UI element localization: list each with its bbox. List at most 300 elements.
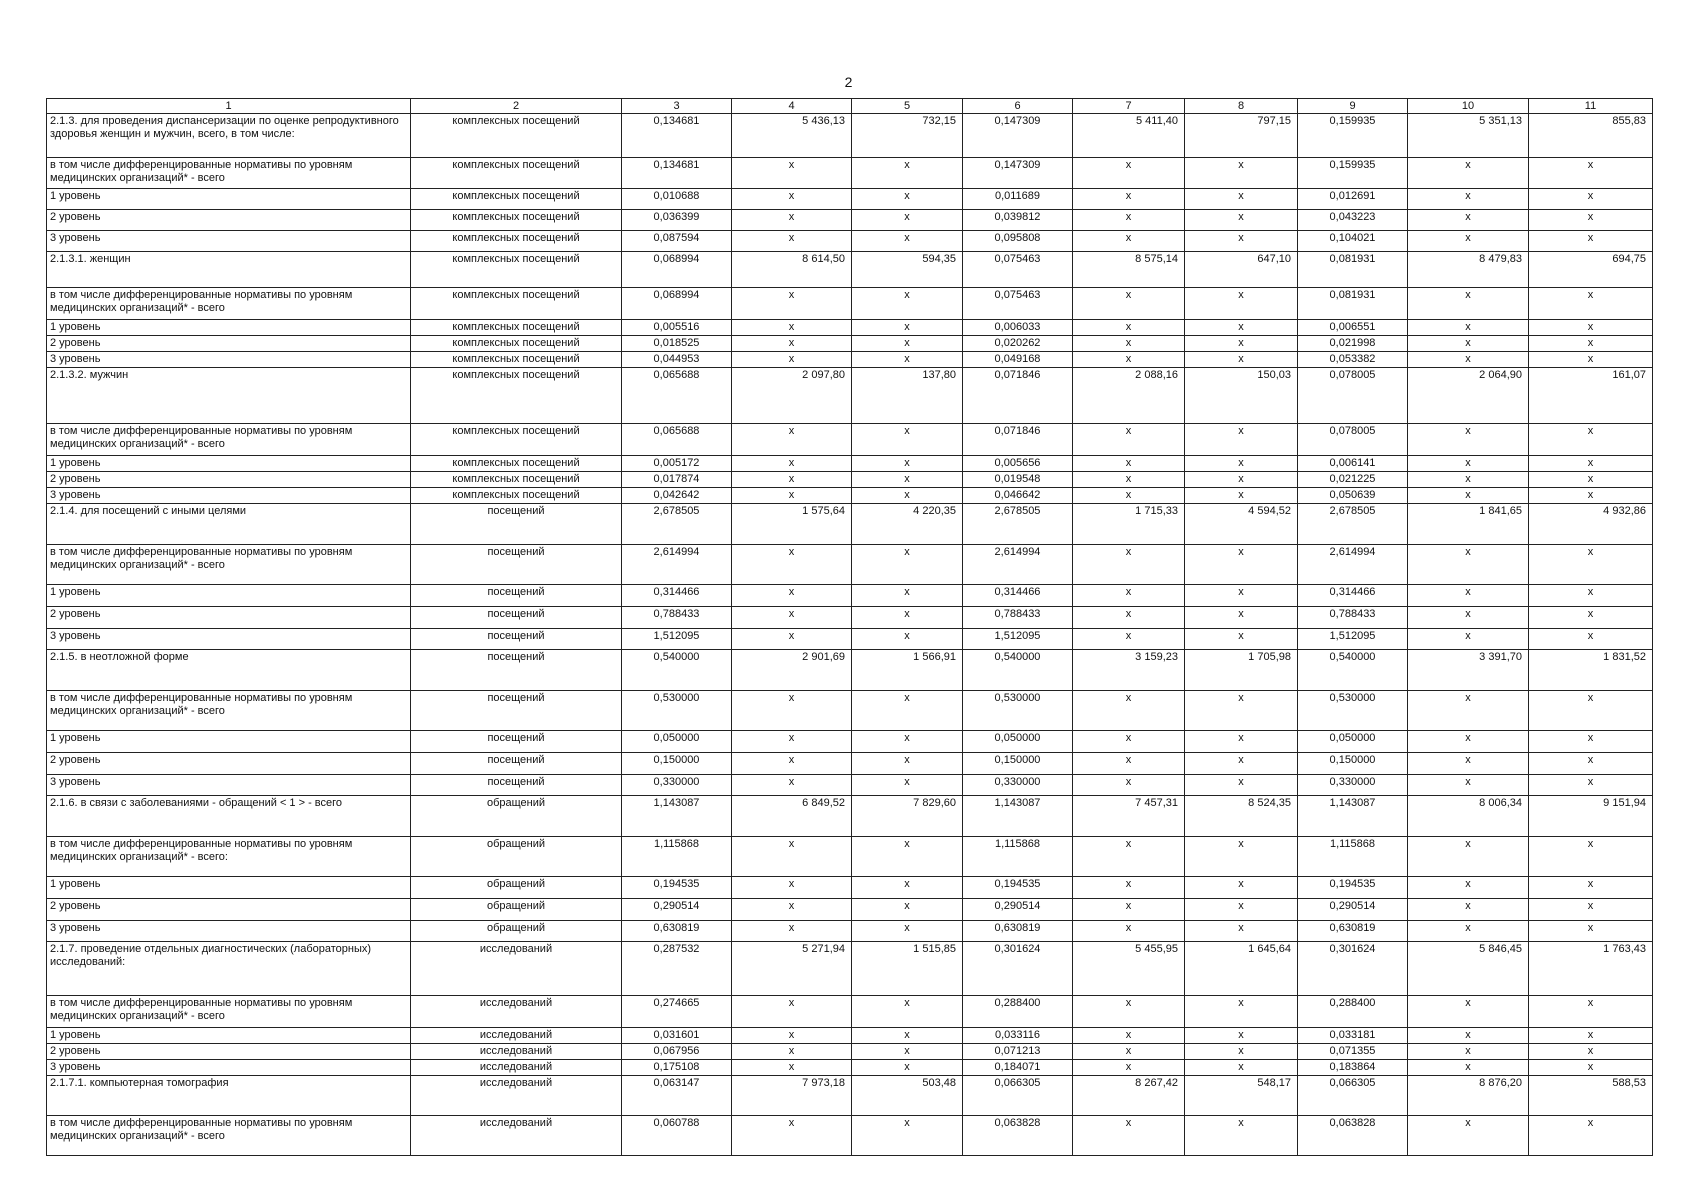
cell-norm-2027: 0,184071: [963, 1060, 1073, 1076]
cell-norm-2028: 0,050639: [1298, 488, 1408, 504]
cell-unit: комплексных посещений: [411, 336, 622, 352]
cell-cost-2026: х: [732, 1060, 852, 1076]
cell-norm-2027: 0,049168: [963, 352, 1073, 368]
cell-cost-2028: х: [1408, 472, 1529, 488]
cell-cost-2028: х: [1408, 837, 1529, 877]
column-header-8: 8: [1185, 99, 1298, 114]
cell-norm-2026: 0,010688: [622, 189, 732, 210]
cell-financing-2028: 694,75: [1529, 252, 1653, 288]
cell-norm-2028: 2,614994: [1298, 545, 1408, 585]
cell-norm-2026: 0,788433: [622, 607, 732, 629]
cell-norm-2026: 1,115868: [622, 837, 732, 877]
cell-unit: комплексных посещений: [411, 231, 622, 252]
cell-cost-2026: х: [732, 210, 852, 231]
cell-cost-2028: х: [1408, 921, 1529, 942]
cell-cost-2027: х: [1073, 921, 1185, 942]
cell-norm-2028: 0,012691: [1298, 189, 1408, 210]
cell-norm-2028: 0,159935: [1298, 158, 1408, 189]
cell-financing-2026: х: [852, 189, 963, 210]
table-row: [47, 210, 1653, 231]
cell-financing-2026: х: [852, 336, 963, 352]
cell-cost-2027: х: [1073, 320, 1185, 336]
cell-cost-2027: 3 159,23: [1073, 650, 1185, 691]
cell-indicator: 3 уровень: [47, 231, 411, 252]
column-header-1: 1: [47, 99, 411, 114]
cell-unit: посещений: [411, 607, 622, 629]
cell-indicator: 1 уровень: [47, 1028, 411, 1044]
cell-financing-2026: х: [852, 775, 963, 796]
cell-financing-2026: 137,80: [852, 368, 963, 424]
cell-norm-2028: 0,021998: [1298, 336, 1408, 352]
cell-unit: посещений: [411, 585, 622, 607]
cell-cost-2028: х: [1408, 545, 1529, 585]
table-row: [47, 336, 1653, 352]
cell-cost-2026: х: [732, 231, 852, 252]
cell-cost-2027: х: [1073, 158, 1185, 189]
cell-norm-2028: 0,033181: [1298, 1028, 1408, 1044]
cell-financing-2028: х: [1529, 1060, 1653, 1076]
cell-financing-2028: х: [1529, 1116, 1653, 1156]
cell-norm-2028: 0,081931: [1298, 252, 1408, 288]
cell-unit: комплексных посещений: [411, 189, 622, 210]
cell-cost-2027: х: [1073, 899, 1185, 921]
cell-financing-2026: 594,35: [852, 252, 963, 288]
cell-norm-2027: 0,039812: [963, 210, 1073, 231]
cell-norm-2026: 0,065688: [622, 424, 732, 456]
cell-norm-2028: 0,194535: [1298, 877, 1408, 899]
cell-cost-2026: х: [732, 488, 852, 504]
cell-cost-2027: х: [1073, 1044, 1185, 1060]
cell-cost-2027: х: [1073, 488, 1185, 504]
cell-financing-2026: 1 566,91: [852, 650, 963, 691]
cell-unit: исследований: [411, 1028, 622, 1044]
cell-financing-2027: х: [1185, 456, 1298, 472]
cell-norm-2027: 2,678505: [963, 504, 1073, 545]
cell-cost-2026: 7 973,18: [732, 1076, 852, 1116]
cell-cost-2026: х: [732, 320, 852, 336]
cell-norm-2026: 0,274665: [622, 996, 732, 1028]
cell-norm-2027: 0,075463: [963, 252, 1073, 288]
cell-cost-2026: 1 575,64: [732, 504, 852, 545]
cell-norm-2027: 0,290514: [963, 899, 1073, 921]
cell-cost-2026: х: [732, 189, 852, 210]
cell-cost-2026: х: [732, 288, 852, 320]
cell-cost-2027: 5 411,40: [1073, 114, 1185, 158]
cell-cost-2026: х: [732, 731, 852, 753]
cell-cost-2028: х: [1408, 1116, 1529, 1156]
cell-financing-2027: х: [1185, 231, 1298, 252]
cell-financing-2027: х: [1185, 629, 1298, 650]
table-row: [47, 114, 1653, 158]
cell-financing-2027: х: [1185, 607, 1298, 629]
table-row: [47, 368, 1653, 424]
cell-cost-2027: х: [1073, 1116, 1185, 1156]
cell-financing-2026: 732,15: [852, 114, 963, 158]
cell-unit: комплексных посещений: [411, 352, 622, 368]
cell-financing-2026: х: [852, 472, 963, 488]
cell-financing-2026: х: [852, 1060, 963, 1076]
cell-norm-2028: 0,314466: [1298, 585, 1408, 607]
table-row: [47, 629, 1653, 650]
cell-norm-2028: 0,071355: [1298, 1044, 1408, 1060]
table-row: [47, 753, 1653, 775]
cell-norm-2028: 0,159935: [1298, 114, 1408, 158]
cell-financing-2028: х: [1529, 691, 1653, 731]
cell-cost-2028: х: [1408, 585, 1529, 607]
cell-financing-2028: х: [1529, 210, 1653, 231]
cell-indicator: 3 уровень: [47, 921, 411, 942]
cell-cost-2028: 5 351,13: [1408, 114, 1529, 158]
cell-cost-2027: х: [1073, 607, 1185, 629]
cell-financing-2028: х: [1529, 424, 1653, 456]
cell-norm-2026: 2,678505: [622, 504, 732, 545]
cell-norm-2026: 0,287532: [622, 942, 732, 996]
cell-norm-2026: 0,540000: [622, 650, 732, 691]
cell-cost-2027: х: [1073, 837, 1185, 877]
cell-norm-2027: 0,630819: [963, 921, 1073, 942]
table-row: [47, 488, 1653, 504]
cell-cost-2027: 5 455,95: [1073, 942, 1185, 996]
cell-cost-2027: 8 575,14: [1073, 252, 1185, 288]
cell-indicator: 2 уровень: [47, 472, 411, 488]
table-row: [47, 1028, 1653, 1044]
cell-financing-2028: х: [1529, 585, 1653, 607]
cell-norm-2026: 0,175108: [622, 1060, 732, 1076]
page-number: 2: [844, 74, 853, 90]
cell-indicator: 2 уровень: [47, 1044, 411, 1060]
cell-norm-2028: 0,006141: [1298, 456, 1408, 472]
cell-financing-2027: х: [1185, 1044, 1298, 1060]
cell-financing-2028: х: [1529, 336, 1653, 352]
cell-norm-2028: 0,081931: [1298, 288, 1408, 320]
cell-norm-2028: 0,301624: [1298, 942, 1408, 996]
cell-financing-2028: 1 763,43: [1529, 942, 1653, 996]
cell-financing-2027: х: [1185, 731, 1298, 753]
cell-norm-2026: 0,031601: [622, 1028, 732, 1044]
cell-cost-2026: 5 436,13: [732, 114, 852, 158]
column-header-3: 3: [622, 99, 732, 114]
table-row: [47, 921, 1653, 942]
cell-financing-2028: х: [1529, 231, 1653, 252]
cell-norm-2027: 0,788433: [963, 607, 1073, 629]
cell-norm-2028: 1,512095: [1298, 629, 1408, 650]
column-header-10: 10: [1408, 99, 1529, 114]
cell-norm-2026: 0,134681: [622, 114, 732, 158]
cell-norm-2028: 0,078005: [1298, 368, 1408, 424]
cell-financing-2026: х: [852, 877, 963, 899]
cell-cost-2028: х: [1408, 210, 1529, 231]
cell-financing-2028: 588,53: [1529, 1076, 1653, 1116]
cell-norm-2026: 0,018525: [622, 336, 732, 352]
cell-financing-2026: х: [852, 753, 963, 775]
cell-financing-2028: х: [1529, 456, 1653, 472]
cell-financing-2028: х: [1529, 189, 1653, 210]
cell-unit: исследований: [411, 1116, 622, 1156]
cell-cost-2027: х: [1073, 456, 1185, 472]
cell-unit: комплексных посещений: [411, 320, 622, 336]
table-row: [47, 607, 1653, 629]
cell-indicator: 2 уровень: [47, 899, 411, 921]
cell-norm-2026: 0,060788: [622, 1116, 732, 1156]
cell-financing-2027: 8 524,35: [1185, 796, 1298, 837]
cell-financing-2026: 4 220,35: [852, 504, 963, 545]
cell-unit: исследований: [411, 942, 622, 996]
cell-cost-2027: х: [1073, 472, 1185, 488]
table-row: [47, 1116, 1653, 1156]
cell-indicator: 1 уровень: [47, 877, 411, 899]
cell-financing-2027: х: [1185, 899, 1298, 921]
cell-indicator: 2 уровень: [47, 753, 411, 775]
cell-cost-2028: 3 391,70: [1408, 650, 1529, 691]
cell-indicator: 2.1.6. в связи с заболеваниями - обращений < 1 > - всего: [47, 796, 411, 837]
cell-indicator: 1 уровень: [47, 320, 411, 336]
cell-cost-2026: х: [732, 456, 852, 472]
cell-financing-2028: х: [1529, 320, 1653, 336]
cell-financing-2028: 1 831,52: [1529, 650, 1653, 691]
cell-financing-2028: 855,83: [1529, 114, 1653, 158]
cell-financing-2026: х: [852, 1028, 963, 1044]
cell-cost-2027: х: [1073, 189, 1185, 210]
cell-unit: исследований: [411, 1060, 622, 1076]
cell-financing-2027: х: [1185, 320, 1298, 336]
cell-norm-2026: 0,042642: [622, 488, 732, 504]
cell-financing-2026: 1 515,85: [852, 942, 963, 996]
cell-cost-2027: х: [1073, 231, 1185, 252]
table-row: [47, 796, 1653, 837]
table-row: [47, 899, 1653, 921]
cell-norm-2028: 1,115868: [1298, 837, 1408, 877]
cell-cost-2028: х: [1408, 352, 1529, 368]
cell-financing-2028: х: [1529, 488, 1653, 504]
cell-norm-2028: 0,043223: [1298, 210, 1408, 231]
cell-indicator: 2.1.3. для проведения диспансеризации по оценке репродуктивного здоровья женщин и мужчин, всего, в том числе:: [47, 114, 411, 158]
cell-financing-2026: х: [852, 691, 963, 731]
cell-norm-2027: 0,194535: [963, 877, 1073, 899]
cell-cost-2027: 1 715,33: [1073, 504, 1185, 545]
cell-cost-2026: х: [732, 775, 852, 796]
cell-financing-2026: х: [852, 456, 963, 472]
cell-financing-2028: х: [1529, 607, 1653, 629]
cell-cost-2026: х: [732, 352, 852, 368]
cell-cost-2026: х: [732, 424, 852, 456]
cell-cost-2028: 1 841,65: [1408, 504, 1529, 545]
cell-cost-2027: 8 267,42: [1073, 1076, 1185, 1116]
cell-financing-2026: х: [852, 996, 963, 1028]
cell-norm-2026: 0,005172: [622, 456, 732, 472]
cell-norm-2026: 0,330000: [622, 775, 732, 796]
cell-indicator: 1 уровень: [47, 456, 411, 472]
cell-norm-2027: 0,330000: [963, 775, 1073, 796]
cell-financing-2027: х: [1185, 336, 1298, 352]
cell-financing-2027: х: [1185, 691, 1298, 731]
cell-financing-2026: х: [852, 1044, 963, 1060]
table-row: [47, 1060, 1653, 1076]
cell-cost-2026: х: [732, 336, 852, 352]
cell-cost-2028: х: [1408, 231, 1529, 252]
cell-financing-2027: х: [1185, 1060, 1298, 1076]
cell-financing-2027: х: [1185, 837, 1298, 877]
cell-norm-2026: 0,134681: [622, 158, 732, 189]
cell-cost-2027: х: [1073, 585, 1185, 607]
cell-financing-2026: х: [852, 288, 963, 320]
cell-norm-2026: 0,067956: [622, 1044, 732, 1060]
cell-financing-2028: х: [1529, 996, 1653, 1028]
cell-unit: комплексных посещений: [411, 210, 622, 231]
cell-cost-2026: х: [732, 1116, 852, 1156]
cell-cost-2026: х: [732, 996, 852, 1028]
cell-norm-2026: 0,530000: [622, 691, 732, 731]
cell-unit: комплексных посещений: [411, 158, 622, 189]
cell-indicator: 2.1.4. для посещений с иными целями: [47, 504, 411, 545]
cell-norm-2026: 0,630819: [622, 921, 732, 942]
cell-cost-2027: х: [1073, 210, 1185, 231]
cell-unit: комплексных посещений: [411, 456, 622, 472]
cell-financing-2027: х: [1185, 189, 1298, 210]
cell-cost-2026: х: [732, 585, 852, 607]
cell-unit: комплексных посещений: [411, 472, 622, 488]
cell-cost-2026: 2 097,80: [732, 368, 852, 424]
cell-norm-2026: 0,050000: [622, 731, 732, 753]
cell-financing-2028: х: [1529, 899, 1653, 921]
cell-norm-2027: 1,143087: [963, 796, 1073, 837]
cell-cost-2027: 7 457,31: [1073, 796, 1185, 837]
cell-financing-2026: х: [852, 629, 963, 650]
cell-norm-2028: 2,678505: [1298, 504, 1408, 545]
cell-unit: посещений: [411, 731, 622, 753]
cell-indicator: 2.1.3.1. женщин: [47, 252, 411, 288]
cell-unit: комплексных посещений: [411, 114, 622, 158]
cell-norm-2026: 1,512095: [622, 629, 732, 650]
cell-cost-2028: х: [1408, 607, 1529, 629]
cell-unit: исследований: [411, 996, 622, 1028]
cell-unit: комплексных посещений: [411, 288, 622, 320]
cell-cost-2026: х: [732, 691, 852, 731]
cell-cost-2027: х: [1073, 352, 1185, 368]
cell-cost-2027: х: [1073, 1028, 1185, 1044]
cell-cost-2026: х: [732, 472, 852, 488]
cell-unit: посещений: [411, 753, 622, 775]
cell-norm-2027: 0,147309: [963, 158, 1073, 189]
cell-unit: обращений: [411, 837, 622, 877]
cell-indicator: 2.1.5. в неотложной форме: [47, 650, 411, 691]
cell-financing-2027: х: [1185, 158, 1298, 189]
cell-financing-2026: х: [852, 158, 963, 189]
cell-financing-2026: х: [852, 921, 963, 942]
cell-norm-2027: 0,540000: [963, 650, 1073, 691]
table-row: [47, 424, 1653, 456]
cell-financing-2028: х: [1529, 545, 1653, 585]
table-row: [47, 158, 1653, 189]
cell-norm-2026: 0,017874: [622, 472, 732, 488]
cell-financing-2027: х: [1185, 424, 1298, 456]
cell-cost-2027: х: [1073, 731, 1185, 753]
cell-financing-2026: х: [852, 231, 963, 252]
column-header-9: 9: [1298, 99, 1408, 114]
cell-norm-2027: 0,050000: [963, 731, 1073, 753]
cell-unit: посещений: [411, 650, 622, 691]
cell-financing-2028: х: [1529, 288, 1653, 320]
cell-indicator: в том числе дифференцированные нормативы по уровням медицинских организаций* - всего: [47, 424, 411, 456]
cell-indicator: 3 уровень: [47, 1060, 411, 1076]
cell-unit: комплексных посещений: [411, 252, 622, 288]
cell-financing-2026: 503,48: [852, 1076, 963, 1116]
cell-financing-2027: х: [1185, 753, 1298, 775]
table-row: [47, 472, 1653, 488]
cell-financing-2028: х: [1529, 775, 1653, 796]
cell-financing-2028: 4 932,86: [1529, 504, 1653, 545]
cell-norm-2028: 0,066305: [1298, 1076, 1408, 1116]
table-row: [47, 288, 1653, 320]
cell-cost-2028: х: [1408, 336, 1529, 352]
table-row: [47, 1076, 1653, 1116]
cell-cost-2026: х: [732, 837, 852, 877]
cell-norm-2028: 0,288400: [1298, 996, 1408, 1028]
cell-financing-2028: х: [1529, 921, 1653, 942]
cell-cost-2026: х: [732, 1044, 852, 1060]
cell-cost-2027: х: [1073, 545, 1185, 585]
cell-cost-2026: х: [732, 899, 852, 921]
cell-norm-2027: 0,011689: [963, 189, 1073, 210]
cell-financing-2026: х: [852, 607, 963, 629]
cell-unit: посещений: [411, 545, 622, 585]
table-row: [47, 877, 1653, 899]
cell-unit: исследований: [411, 1044, 622, 1060]
table-row: [47, 942, 1653, 996]
cell-cost-2026: 6 849,52: [732, 796, 852, 837]
cell-cost-2028: х: [1408, 189, 1529, 210]
cell-financing-2028: х: [1529, 731, 1653, 753]
cell-financing-2026: х: [852, 210, 963, 231]
cell-norm-2028: 0,021225: [1298, 472, 1408, 488]
cell-financing-2027: х: [1185, 472, 1298, 488]
table-row: [47, 504, 1653, 545]
cell-cost-2026: х: [732, 877, 852, 899]
cell-cost-2026: х: [732, 1028, 852, 1044]
cell-norm-2026: 0,065688: [622, 368, 732, 424]
cell-norm-2026: 0,068994: [622, 252, 732, 288]
cell-cost-2028: 2 064,90: [1408, 368, 1529, 424]
cell-norm-2026: 0,068994: [622, 288, 732, 320]
cell-norm-2027: 0,005656: [963, 456, 1073, 472]
cell-financing-2026: х: [852, 899, 963, 921]
cell-cost-2026: х: [732, 753, 852, 775]
cell-financing-2027: 1 705,98: [1185, 650, 1298, 691]
cell-norm-2027: 0,019548: [963, 472, 1073, 488]
cell-unit: посещений: [411, 629, 622, 650]
cell-norm-2028: 0,183864: [1298, 1060, 1408, 1076]
cell-unit: исследований: [411, 1076, 622, 1116]
cell-financing-2027: х: [1185, 1028, 1298, 1044]
cell-indicator: 3 уровень: [47, 775, 411, 796]
cell-indicator: в том числе дифференцированные нормативы по уровням медицинских организаций* - всего: [47, 545, 411, 585]
cell-financing-2027: х: [1185, 585, 1298, 607]
cell-financing-2026: 7 829,60: [852, 796, 963, 837]
cell-norm-2027: 0,066305: [963, 1076, 1073, 1116]
cell-cost-2026: х: [732, 545, 852, 585]
cell-cost-2028: х: [1408, 1060, 1529, 1076]
cell-norm-2026: 0,036399: [622, 210, 732, 231]
table-row: [47, 691, 1653, 731]
cell-financing-2026: х: [852, 488, 963, 504]
cell-cost-2026: х: [732, 607, 852, 629]
cell-cost-2028: х: [1408, 877, 1529, 899]
cell-norm-2027: 0,301624: [963, 942, 1073, 996]
cell-cost-2028: х: [1408, 288, 1529, 320]
cell-cost-2026: х: [732, 629, 852, 650]
table-row: [47, 731, 1653, 753]
column-header-2: 2: [411, 99, 622, 114]
cell-norm-2028: 0,050000: [1298, 731, 1408, 753]
